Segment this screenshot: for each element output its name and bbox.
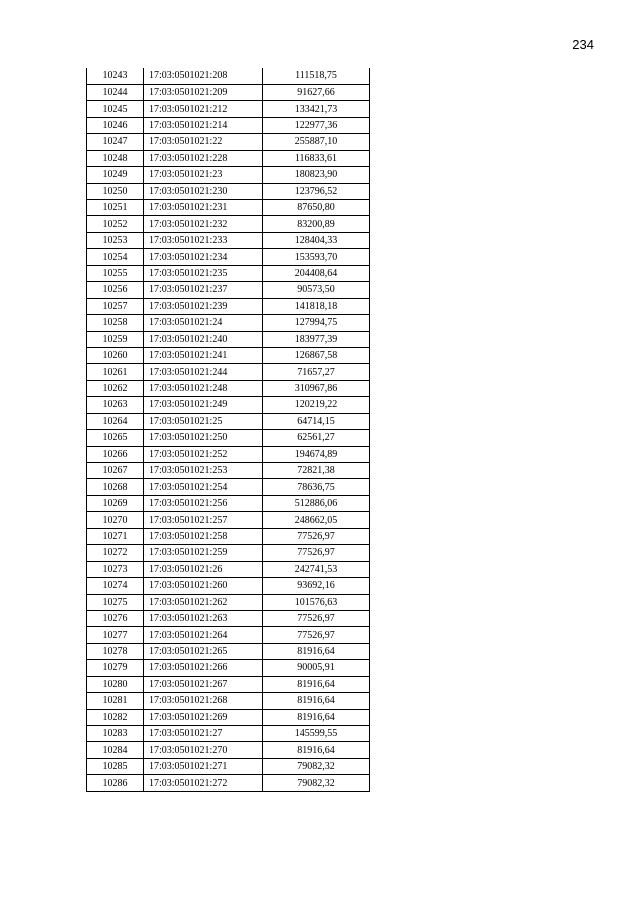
value-cell: 87650,80 [263, 200, 370, 216]
row-number-cell: 10251 [87, 200, 144, 216]
table-row [87, 446, 370, 462]
row-number-cell: 10252 [87, 216, 144, 232]
cadastral-number-cell: 17:03:0501021:268 [144, 693, 263, 709]
value-cell: 310967,86 [263, 380, 370, 396]
table-row [87, 578, 370, 594]
value-cell: 101576,63 [263, 594, 370, 610]
cadastral-number-cell: 17:03:0501021:269 [144, 709, 263, 725]
value-cell: 90573,50 [263, 282, 370, 298]
cadastral-number-cell: 17:03:0501021:25 [144, 413, 263, 429]
row-number-cell: 10246 [87, 117, 144, 133]
table-row [87, 298, 370, 314]
cadastral-number-cell: 17:03:0501021:253 [144, 463, 263, 479]
value-cell: 122977,36 [263, 117, 370, 133]
row-number-cell: 10244 [87, 84, 144, 100]
table-row [87, 479, 370, 495]
cadastral-number-cell: 17:03:0501021:266 [144, 660, 263, 676]
row-number-cell: 10265 [87, 430, 144, 446]
table-row [87, 726, 370, 742]
table-row [87, 660, 370, 676]
row-number-cell: 10264 [87, 413, 144, 429]
value-cell: 141818,18 [263, 298, 370, 314]
cadastral-number-cell: 17:03:0501021:267 [144, 676, 263, 692]
cadastral-number-cell: 17:03:0501021:208 [144, 68, 263, 84]
value-cell: 90005,91 [263, 660, 370, 676]
table-row [87, 413, 370, 429]
value-cell: 81916,64 [263, 693, 370, 709]
cadastral-number-cell: 17:03:0501021:22 [144, 134, 263, 150]
row-number-cell: 10266 [87, 446, 144, 462]
cadastral-number-cell: 17:03:0501021:228 [144, 150, 263, 166]
cadastral-number-cell: 17:03:0501021:249 [144, 397, 263, 413]
value-cell: 183977,39 [263, 331, 370, 347]
table-row [87, 610, 370, 626]
row-number-cell: 10256 [87, 282, 144, 298]
table-row [87, 709, 370, 725]
row-number-cell: 10271 [87, 528, 144, 544]
row-number-cell: 10250 [87, 183, 144, 199]
table-row [87, 315, 370, 331]
row-number-cell: 10258 [87, 315, 144, 331]
row-number-cell: 10285 [87, 758, 144, 774]
value-cell: 93692,16 [263, 578, 370, 594]
value-cell: 512886,06 [263, 495, 370, 511]
row-number-cell: 10254 [87, 249, 144, 265]
row-number-cell: 10283 [87, 726, 144, 742]
row-number-cell: 10263 [87, 397, 144, 413]
row-number-cell: 10284 [87, 742, 144, 758]
row-number-cell: 10248 [87, 150, 144, 166]
row-number-cell: 10270 [87, 512, 144, 528]
table-row [87, 232, 370, 248]
row-number-cell: 10267 [87, 463, 144, 479]
row-number-cell: 10277 [87, 627, 144, 643]
value-cell: 62561,27 [263, 430, 370, 446]
table-row [87, 758, 370, 774]
row-number-cell: 10281 [87, 693, 144, 709]
cadastral-number-cell: 17:03:0501021:260 [144, 578, 263, 594]
table-row [87, 775, 370, 791]
cadastral-number-cell: 17:03:0501021:23 [144, 167, 263, 183]
cadastral-number-cell: 17:03:0501021:244 [144, 364, 263, 380]
row-number-cell: 10279 [87, 660, 144, 676]
value-cell: 81916,64 [263, 643, 370, 659]
cadastral-number-cell: 17:03:0501021:272 [144, 775, 263, 791]
table-row [87, 528, 370, 544]
value-cell: 91627,66 [263, 84, 370, 100]
table-row [87, 742, 370, 758]
row-number-cell: 10255 [87, 265, 144, 281]
table-row [87, 134, 370, 150]
cadastral-number-cell: 17:03:0501021:214 [144, 117, 263, 133]
cadastral-number-cell: 17:03:0501021:209 [144, 84, 263, 100]
table-row [87, 331, 370, 347]
table-row [87, 200, 370, 216]
value-cell: 71657,27 [263, 364, 370, 380]
value-cell: 83200,89 [263, 216, 370, 232]
row-number-cell: 10273 [87, 561, 144, 577]
cadastral-number-cell: 17:03:0501021:265 [144, 643, 263, 659]
table-row [87, 643, 370, 659]
row-number-cell: 10260 [87, 347, 144, 363]
cadastral-number-cell: 17:03:0501021:235 [144, 265, 263, 281]
cadastral-number-cell: 17:03:0501021:254 [144, 479, 263, 495]
cadastral-number-cell: 17:03:0501021:233 [144, 232, 263, 248]
row-number-cell: 10268 [87, 479, 144, 495]
table-row [87, 347, 370, 363]
value-cell: 194674,89 [263, 446, 370, 462]
value-cell: 153593,70 [263, 249, 370, 265]
row-number-cell: 10249 [87, 167, 144, 183]
row-number-cell: 10286 [87, 775, 144, 791]
table-row [87, 627, 370, 643]
table-row [87, 84, 370, 100]
cadastral-number-cell: 17:03:0501021:232 [144, 216, 263, 232]
cadastral-number-cell: 17:03:0501021:24 [144, 315, 263, 331]
row-number-cell: 10282 [87, 709, 144, 725]
cadastral-number-cell: 17:03:0501021:234 [144, 249, 263, 265]
value-cell: 248662,05 [263, 512, 370, 528]
value-cell: 133421,73 [263, 101, 370, 117]
cadastral-number-cell: 17:03:0501021:256 [144, 495, 263, 511]
row-number-cell: 10243 [87, 68, 144, 84]
cadastral-number-cell: 17:03:0501021:250 [144, 430, 263, 446]
value-cell: 255887,10 [263, 134, 370, 150]
table-row [87, 265, 370, 281]
table-row [87, 68, 370, 84]
value-cell: 77526,97 [263, 545, 370, 561]
value-cell: 126867,58 [263, 347, 370, 363]
row-number-cell: 10272 [87, 545, 144, 561]
row-number-cell: 10276 [87, 610, 144, 626]
row-number-cell: 10257 [87, 298, 144, 314]
value-cell: 120219,22 [263, 397, 370, 413]
cadastral-number-cell: 17:03:0501021:241 [144, 347, 263, 363]
value-cell: 81916,64 [263, 676, 370, 692]
cadastral-number-cell: 17:03:0501021:262 [144, 594, 263, 610]
table-row [87, 101, 370, 117]
table-row [87, 594, 370, 610]
cadastral-number-cell: 17:03:0501021:271 [144, 758, 263, 774]
table-row [87, 364, 370, 380]
cadastral-number-cell: 17:03:0501021:259 [144, 545, 263, 561]
page-number: 234 [572, 37, 594, 52]
cadastral-number-cell: 17:03:0501021:212 [144, 101, 263, 117]
cadastral-number-cell: 17:03:0501021:26 [144, 561, 263, 577]
value-cell: 72821,38 [263, 463, 370, 479]
value-cell: 180823,90 [263, 167, 370, 183]
value-cell: 77526,97 [263, 610, 370, 626]
value-cell: 127994,75 [263, 315, 370, 331]
table-body [87, 68, 370, 791]
cadastral-number-cell: 17:03:0501021:258 [144, 528, 263, 544]
cadastral-number-cell: 17:03:0501021:263 [144, 610, 263, 626]
table-row [87, 430, 370, 446]
value-cell: 81916,64 [263, 742, 370, 758]
table-row [87, 117, 370, 133]
value-cell: 204408,64 [263, 265, 370, 281]
table-row [87, 693, 370, 709]
row-number-cell: 10261 [87, 364, 144, 380]
row-number-cell: 10275 [87, 594, 144, 610]
row-number-cell: 10253 [87, 232, 144, 248]
value-cell: 81916,64 [263, 709, 370, 725]
row-number-cell: 10259 [87, 331, 144, 347]
cadastral-number-cell: 17:03:0501021:240 [144, 331, 263, 347]
table-row [87, 561, 370, 577]
cadastral-number-cell: 17:03:0501021:231 [144, 200, 263, 216]
value-cell: 116833,61 [263, 150, 370, 166]
row-number-cell: 10278 [87, 643, 144, 659]
table-row [87, 463, 370, 479]
row-number-cell: 10262 [87, 380, 144, 396]
row-number-cell: 10269 [87, 495, 144, 511]
value-cell: 128404,33 [263, 232, 370, 248]
value-cell: 64714,15 [263, 413, 370, 429]
cadastral-number-cell: 17:03:0501021:27 [144, 726, 263, 742]
value-cell: 145599,55 [263, 726, 370, 742]
table-row [87, 397, 370, 413]
row-number-cell: 10274 [87, 578, 144, 594]
table-row [87, 545, 370, 561]
cadastral-number-cell: 17:03:0501021:248 [144, 380, 263, 396]
table-row [87, 512, 370, 528]
value-cell: 111518,75 [263, 68, 370, 84]
table-row [87, 150, 370, 166]
value-cell: 77526,97 [263, 627, 370, 643]
table-row [87, 216, 370, 232]
table-row [87, 380, 370, 396]
value-cell: 79082,32 [263, 758, 370, 774]
value-cell: 79082,32 [263, 775, 370, 791]
cadastral-number-cell: 17:03:0501021:239 [144, 298, 263, 314]
value-cell: 123796,52 [263, 183, 370, 199]
row-number-cell: 10247 [87, 134, 144, 150]
cadastral-number-cell: 17:03:0501021:252 [144, 446, 263, 462]
cadastral-value-table [86, 68, 370, 792]
value-cell: 78636,75 [263, 479, 370, 495]
table-row [87, 167, 370, 183]
table-row [87, 495, 370, 511]
value-cell: 77526,97 [263, 528, 370, 544]
value-cell: 242741,53 [263, 561, 370, 577]
row-number-cell: 10280 [87, 676, 144, 692]
table-row [87, 676, 370, 692]
cadastral-number-cell: 17:03:0501021:270 [144, 742, 263, 758]
cadastral-number-cell: 17:03:0501021:257 [144, 512, 263, 528]
row-number-cell: 10245 [87, 101, 144, 117]
table-row [87, 183, 370, 199]
cadastral-number-cell: 17:03:0501021:264 [144, 627, 263, 643]
table-row [87, 249, 370, 265]
table-row [87, 282, 370, 298]
cadastral-number-cell: 17:03:0501021:237 [144, 282, 263, 298]
cadastral-number-cell: 17:03:0501021:230 [144, 183, 263, 199]
